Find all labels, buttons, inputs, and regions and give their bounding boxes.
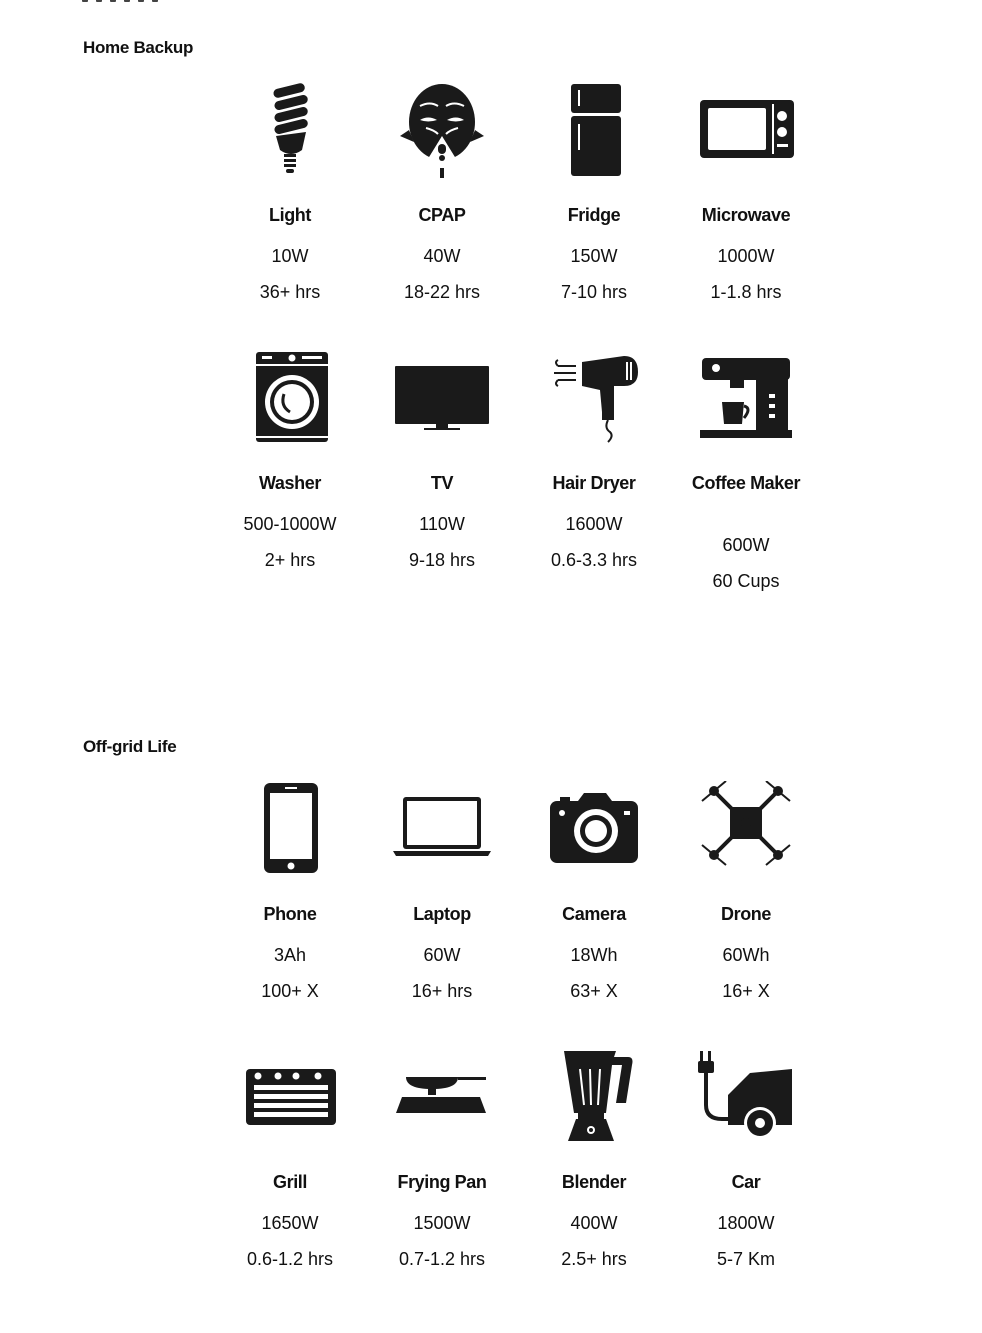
appliance-runtime: 7-10 hrs (560, 282, 628, 302)
appliance-card-cpap (366, 82, 518, 350)
appliance-runtime: 63+ X (570, 981, 618, 1001)
appliance-name: Drone (720, 904, 771, 924)
laptop-icon (392, 781, 492, 881)
appliance-runtime: 0.6-3.3 hrs (550, 550, 638, 570)
appliance-card-frying-pan (366, 1049, 518, 1317)
appliance-power: 150W (570, 246, 618, 266)
camera-icon (544, 781, 644, 881)
coffee-maker-icon (696, 350, 796, 450)
fridge-icon (544, 82, 644, 182)
appliance-power: 40W (423, 246, 461, 266)
appliance-card-blender (518, 1049, 670, 1317)
appliance-power: 1800W (717, 1213, 775, 1233)
appliance-card-camera (518, 781, 670, 1049)
appliance-runtime: 36+ hrs (259, 282, 321, 302)
appliance-card-fridge (518, 82, 670, 350)
drone-icon (696, 781, 796, 881)
frying-pan-icon (392, 1049, 492, 1149)
appliance-name: Fridge (567, 205, 621, 225)
phone-icon (240, 781, 340, 881)
appliance-card-coffee-maker (670, 350, 822, 618)
appliance-runtime: 16+ hrs (411, 981, 473, 1001)
microwave-icon (696, 82, 796, 182)
appliance-runtime: 2.5+ hrs (561, 1249, 627, 1269)
appliance-name: Laptop (413, 904, 471, 924)
appliance-power: 3Ah (273, 945, 307, 965)
appliance-name: Blender (561, 1172, 627, 1192)
appliance-card-light (214, 82, 366, 350)
appliance-name: TV (430, 473, 454, 493)
cpap-mask-icon (392, 82, 492, 182)
tv-icon (392, 350, 492, 450)
appliance-power: 500-1000W (243, 514, 337, 534)
grill-icon (240, 1049, 340, 1149)
appliance-card-drone (670, 781, 822, 1049)
appliance-runtime: 16+ X (722, 981, 770, 1001)
appliance-runtime: 100+ X (261, 981, 319, 1001)
appliance-runtime: 60 Cups (712, 571, 780, 591)
appliance-name: Hair Dryer (552, 473, 636, 493)
appliance-name: Grill (272, 1172, 307, 1192)
appliance-power: 1650W (261, 1213, 319, 1233)
appliance-card-microwave (670, 82, 822, 350)
appliance-runtime: 0.6-1.2 hrs (246, 1249, 334, 1269)
appliance-card-grill (214, 1049, 366, 1317)
appliance-name: Light (269, 205, 311, 225)
washer-icon (240, 350, 340, 450)
appliance-card-phone (214, 781, 366, 1049)
appliance-power: 10W (271, 246, 309, 266)
appliance-card-hair-dryer (518, 350, 670, 618)
cropped-text-fragment (82, 0, 262, 4)
appliance-name: CPAP (418, 205, 466, 225)
section-title-home-backup: Home Backup (83, 38, 194, 57)
appliance-runtime: 1-1.8 hrs (710, 282, 782, 302)
home-backup-grid (214, 82, 822, 618)
appliance-card-laptop (366, 781, 518, 1049)
appliance-runtime: 9-18 hrs (408, 550, 476, 570)
appliance-power: 1500W (413, 1213, 471, 1233)
appliance-power: 60Wh (722, 945, 770, 965)
appliance-power: 110W (419, 514, 465, 534)
appliance-name: Coffee Maker (691, 473, 801, 493)
appliance-name: Frying Pan (397, 1172, 487, 1192)
light-bulb-icon (240, 82, 340, 182)
appliance-name: Camera (562, 904, 626, 924)
appliance-runtime: 2+ hrs (264, 550, 316, 570)
appliance-runtime: 5-7 Km (716, 1249, 776, 1269)
off-grid-life-grid (214, 781, 822, 1317)
appliance-card-tv (366, 350, 518, 618)
appliance-card-car (670, 1049, 822, 1317)
appliance-power: 18Wh (570, 945, 618, 965)
section-title-off-grid-life: Off-grid Life (83, 737, 177, 756)
appliance-power: 1000W (717, 246, 775, 266)
appliance-runtime: 18-22 hrs (403, 282, 481, 302)
appliance-power: 60W (423, 945, 461, 965)
blender-icon (544, 1049, 644, 1149)
appliance-card-washer (214, 350, 366, 618)
appliance-name: Washer (259, 473, 321, 493)
appliance-name: Car (731, 1172, 761, 1192)
appliance-name: Microwave (701, 205, 791, 225)
car-icon (696, 1049, 796, 1149)
appliance-power: 600W (722, 535, 770, 555)
appliance-name: Phone (263, 904, 317, 924)
appliance-power: 1600W (565, 514, 623, 534)
appliance-runtime: 0.7-1.2 hrs (398, 1249, 486, 1269)
appliance-power: 400W (570, 1213, 618, 1233)
hair-dryer-icon (544, 350, 644, 450)
